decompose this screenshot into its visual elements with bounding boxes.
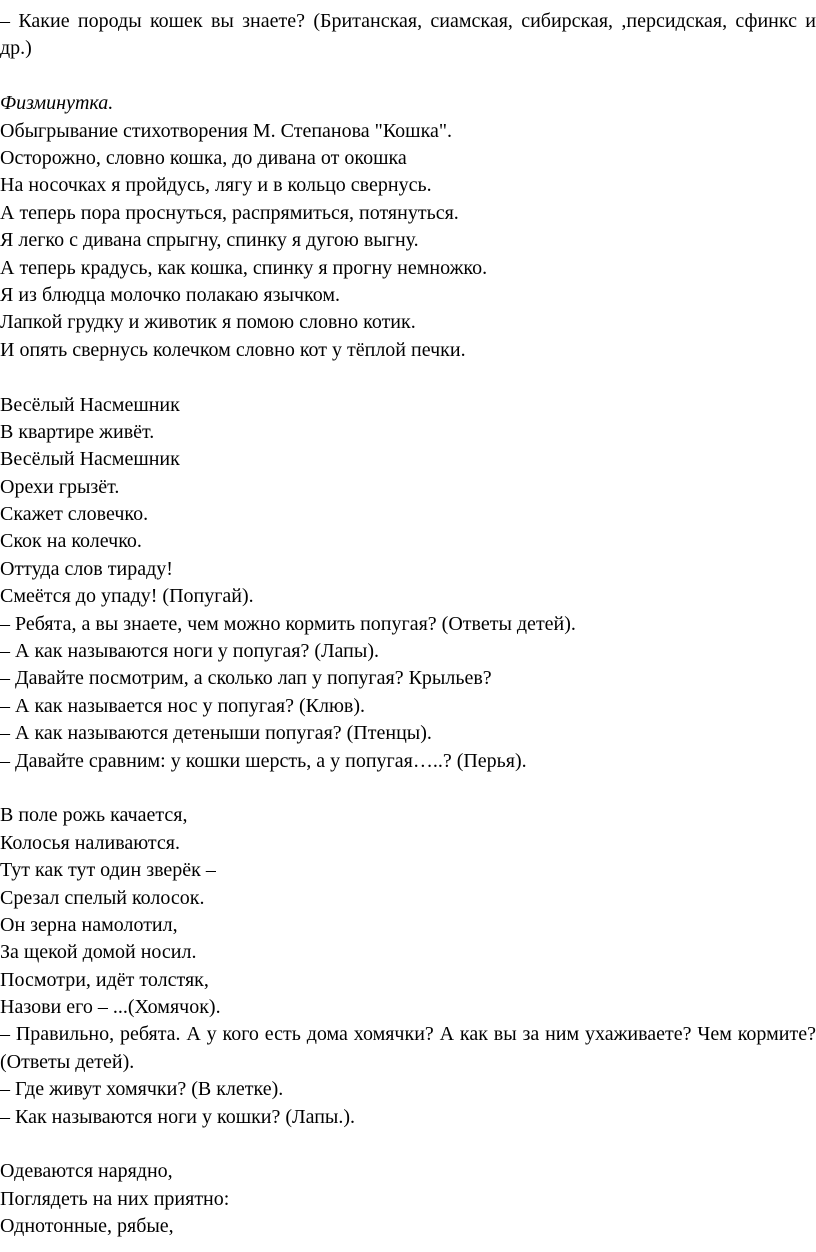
fish-line: Одеваются нарядно, [0, 1160, 173, 1183]
hamster-line: – Как называются ноги у кошки? (Лапы.). [0, 1105, 356, 1128]
parrot-line: Весёлый Насмешник [0, 448, 180, 471]
parrot-line: – Давайте посмотрим, а сколько лап у попугая? Крыльев? [0, 667, 492, 690]
hamster-line: Посмотри, идёт толстяк, [0, 968, 209, 991]
parrot-line: В квартире живёт. [0, 420, 155, 443]
parrot-line: – А как называется нос у попугая? (Клюв). [0, 694, 366, 717]
blank-line [0, 364, 816, 391]
intro-question: – Какие породы кошек вы знаете? (Британская, сиамская, сибирская, ,персидская, сфинкс и др.) [0, 10, 816, 60]
parrot-line: – Давайте сравним: у кошки шерсть, а у попугая…..? (Перья). [0, 749, 527, 772]
fish-line: Поглядеть на них приятно: [0, 1187, 230, 1210]
exercise-line: Я легко с дивана спрыгну, спинку я дугою выгну. [0, 229, 419, 252]
hamster-line: – Где живут хомячки? (В клетке). [0, 1078, 284, 1101]
hamster-question: – Правильно, ребята. А у кого есть дома хомячки? А как вы за ним ухаживаете? Чем кормите? (Ответы детей). [0, 1023, 816, 1073]
exercise-line: Осторожно, словно кошка, до дивана от окошка [0, 146, 407, 169]
document-page [0, 8, 816, 1241]
exercise-line: Обыгрывание стихотворения М. Степанова "Кошка". [0, 119, 453, 142]
exercise-heading: Физминутка. [0, 92, 114, 115]
exercise-line: На носочках я пройдусь, лягу и в кольцо свернусь. [0, 174, 432, 197]
exercise-line: А теперь пора проснуться, распрямиться, потянуться. [0, 201, 459, 224]
hamster-line: В поле рожь качается, [0, 804, 188, 827]
parrot-line: Смеётся до упаду! (Попугай). [0, 585, 254, 608]
fish-line: Однотонные, рябые, [0, 1215, 174, 1238]
hamster-line: Срезал спелый колосок. [0, 886, 205, 909]
hamster-riddle [0, 802, 816, 1131]
hamster-line: За щекой домой носил. [0, 941, 197, 964]
parrot-riddle [0, 392, 816, 775]
hamster-line: Он зерна намолотил, [0, 913, 178, 936]
exercise-line: И опять свернусь колечком словно кот у тёплой печки. [0, 338, 466, 361]
blank-line [0, 63, 816, 90]
parrot-line: – А как называются ноги у попугая? (Лапы). [0, 640, 379, 663]
hamster-line: Колосья наливаются. [0, 831, 180, 854]
fish-riddle [0, 1158, 816, 1240]
parrot-line: Скажет словечко. [0, 503, 149, 526]
parrot-line: – Ребята, а вы знаете, чем можно кормить попугая? (Ответы детей). [0, 612, 576, 635]
exercise-poem [0, 118, 816, 365]
blank-line [0, 775, 816, 802]
hamster-line: Тут как тут один зверёк – [0, 859, 216, 882]
parrot-line: – А как называются детеныши попугая? (Птенцы). [0, 722, 432, 745]
hamster-line: Назови его – ...(Хомячок). [0, 996, 221, 1019]
exercise-line: Лапкой грудку и животик я помою словно котик. [0, 311, 416, 334]
exercise-line: А теперь крадусь, как кошка, спинку я прогну немножко. [0, 256, 488, 279]
exercise-line: Я из блюдца молочко полакаю язычком. [0, 283, 340, 306]
parrot-line: Скок на колечко. [0, 530, 142, 553]
parrot-line: Оттуда слов тираду! [0, 557, 173, 580]
blank-line [0, 1131, 816, 1158]
parrot-line: Орехи грызёт. [0, 475, 120, 498]
parrot-line: Весёлый Насмешник [0, 393, 180, 416]
